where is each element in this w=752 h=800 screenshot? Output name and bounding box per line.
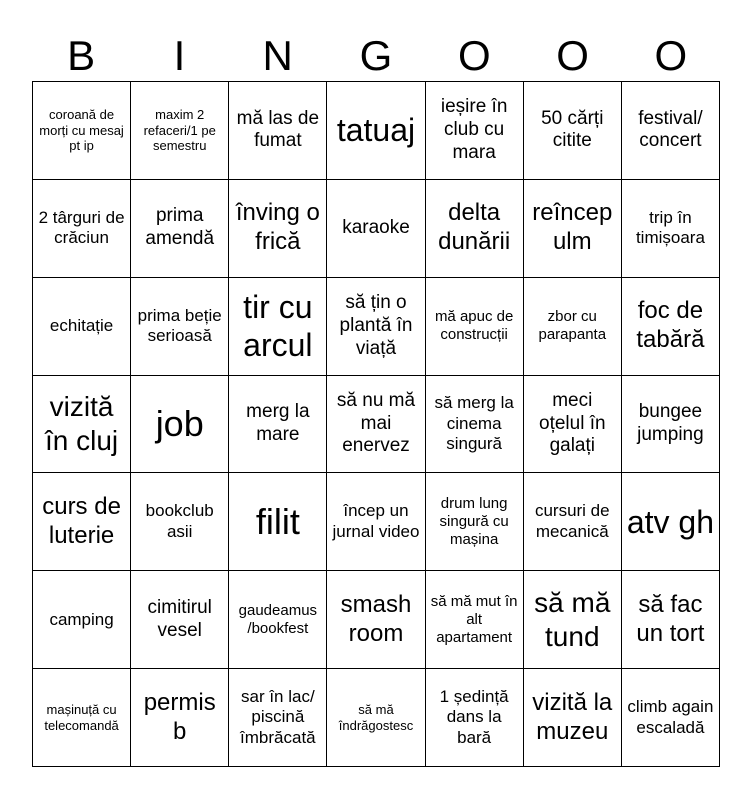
bingo-cell[interactable]: delta dunării: [426, 180, 524, 278]
bingo-cell[interactable]: să mă îndrăgostesc: [327, 669, 425, 767]
bingo-cell[interactable]: zbor cu parapanta: [524, 278, 622, 376]
bingo-cell[interactable]: atv gh: [622, 473, 720, 571]
bingo-cell[interactable]: 1 ședință dans la bară: [426, 669, 524, 767]
bingo-cell[interactable]: ieșire în club cu mara: [426, 82, 524, 180]
bingo-cell[interactable]: cimitirul vesel: [131, 571, 229, 669]
bingo-cell[interactable]: mașinuță cu telecomandă: [33, 669, 131, 767]
header-letter: O: [654, 32, 688, 79]
bingo-cell[interactable]: camping: [33, 571, 131, 669]
bingo-cell[interactable]: gaudeamus /bookfest: [229, 571, 327, 669]
bingo-cell[interactable]: trip în timișoara: [622, 180, 720, 278]
bingo-cell[interactable]: vizită în cluj: [33, 376, 131, 474]
bingo-cell[interactable]: festival/ concert: [622, 82, 720, 180]
bingo-cell[interactable]: bungee jumping: [622, 376, 720, 474]
bingo-cell[interactable]: foc de tabără: [622, 278, 720, 376]
bingo-cell[interactable]: reîncep ulm: [524, 180, 622, 278]
bingo-cell[interactable]: climb again escaladă: [622, 669, 720, 767]
bingo-cell[interactable]: maxim 2 refaceri/1 pe semestru: [131, 82, 229, 180]
bingo-cell[interactable]: cursuri de mecanică: [524, 473, 622, 571]
bingo-cell[interactable]: mă apuc de construcții: [426, 278, 524, 376]
bingo-cell[interactable]: prima beție serioasă: [131, 278, 229, 376]
header-letter: I: [173, 32, 186, 79]
bingo-cell[interactable]: 50 cărți citite: [524, 82, 622, 180]
bingo-cell[interactable]: să mă mut în alt apartament: [426, 571, 524, 669]
bingo-cell[interactable]: drum lung singură cu mașina: [426, 473, 524, 571]
header-letter: B: [67, 32, 96, 79]
bingo-cell[interactable]: curs de luterie: [33, 473, 131, 571]
bingo-cell[interactable]: merg la mare: [229, 376, 327, 474]
bingo-cell[interactable]: să mă tund: [524, 571, 622, 669]
bingo-cell[interactable]: karaoke: [327, 180, 425, 278]
bingo-cell[interactable]: bookclub asii: [131, 473, 229, 571]
bingo-cell[interactable]: înving o frică: [229, 180, 327, 278]
bingo-cell[interactable]: filit: [229, 473, 327, 571]
bingo-cell[interactable]: meci oțelul în galați: [524, 376, 622, 474]
bingo-cell[interactable]: vizită la muzeu: [524, 669, 622, 767]
bingo-cell[interactable]: echitație: [33, 278, 131, 376]
bingo-cell[interactable]: mă las de fumat: [229, 82, 327, 180]
bingo-cell[interactable]: sar în lac/ piscină îmbrăcată: [229, 669, 327, 767]
bingo-cell[interactable]: să merg la cinema singură: [426, 376, 524, 474]
header-letter: N: [262, 32, 293, 79]
bingo-cell[interactable]: tatuaj: [327, 82, 425, 180]
bingo-cell[interactable]: tir cu arcul: [229, 278, 327, 376]
bingo-cell[interactable]: să fac un tort: [622, 571, 720, 669]
bingo-cell[interactable]: 2 târguri de crăciun: [33, 180, 131, 278]
bingo-board: [32, 81, 720, 767]
bingo-cell[interactable]: încep un jurnal video: [327, 473, 425, 571]
bingo-cell[interactable]: permis b: [131, 669, 229, 767]
bingo-cell[interactable]: smash room: [327, 571, 425, 669]
bingo-cell[interactable]: coroană de morți cu mesaj pt ip: [33, 82, 131, 180]
header-letter: O: [556, 32, 589, 79]
bingo-cell[interactable]: prima amendă: [131, 180, 229, 278]
bingo-cell[interactable]: job: [131, 376, 229, 474]
bingo-header: [32, 30, 720, 82]
bingo-cell[interactable]: să țin o plantă în viață: [327, 278, 425, 376]
header-letter: O: [457, 32, 491, 79]
bingo-cell[interactable]: să nu mă mai enervez: [327, 376, 425, 474]
header-letter: G: [359, 32, 393, 79]
